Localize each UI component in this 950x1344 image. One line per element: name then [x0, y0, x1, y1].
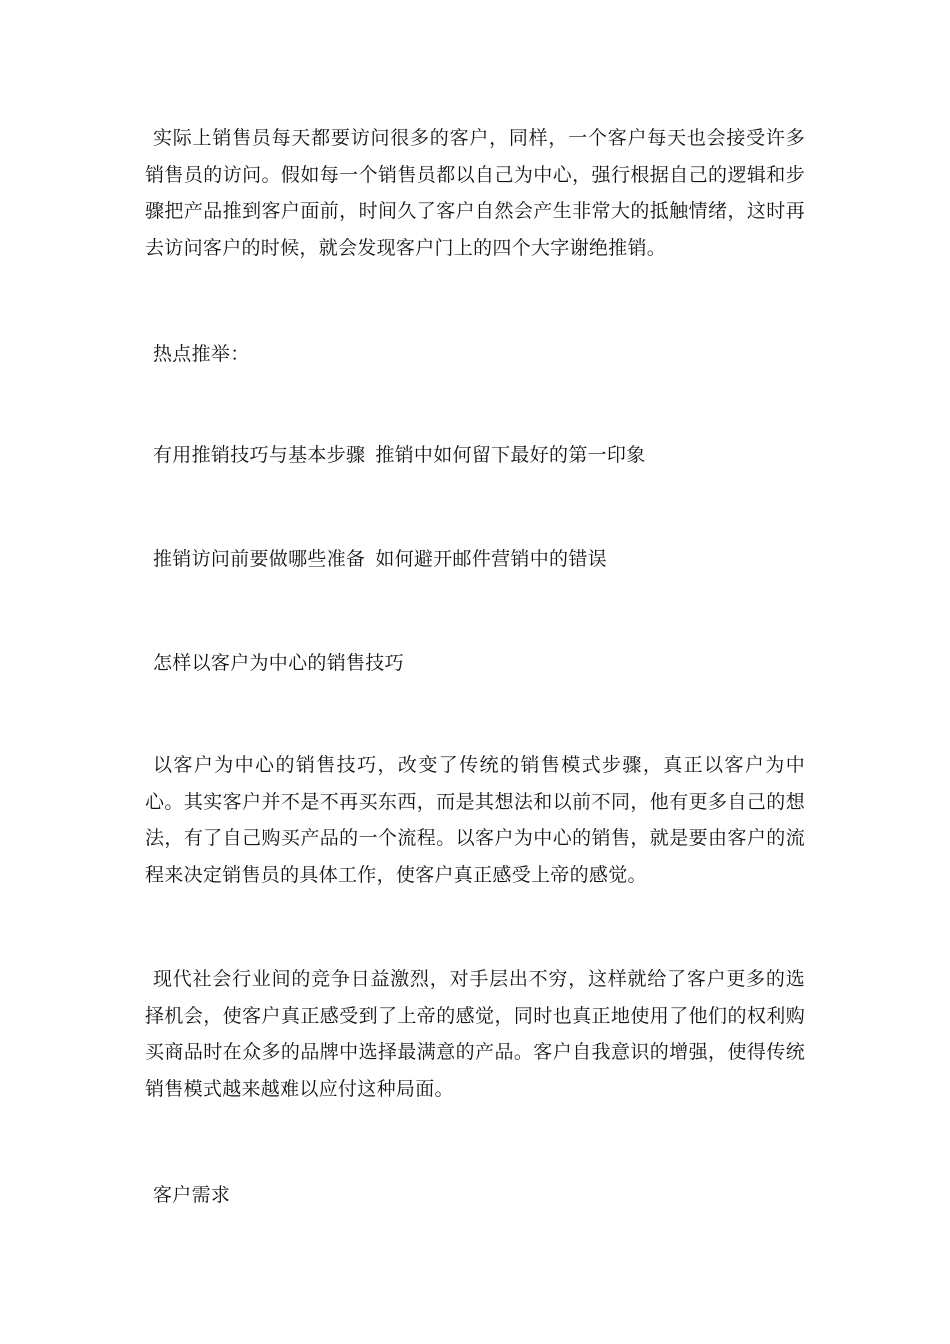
- paragraph-competition: 现代社会行业间的竞争日益激烈，对手层出不穷，这样就给了客户更多的选择机会，使客户真正感受到了上帝的感觉，同时也真正地使用了他们的权利购买商品时在众多的品牌中选择最满意的产品。客户自我意识的增强，使得传统销售模式越来越难以应付这种局面。: [145, 968, 805, 1100]
- paragraph-sales-visits: 实际上销售员每天都要访问很多的客户，同样，一个客户每天也会接受许多销售员的访问。假如每一个销售员都以自己为中心，强行根据自己的逻辑和步骤把产品推到客户面前，时间久了客户自然会产生非常大的抵触情绪，这时再去访问客户的时候，就会发现客户门上的四个大字谢绝推销。: [145, 127, 805, 259]
- subheading-customer-needs: 客户需求: [153, 1184, 231, 1206]
- hot-links-row-1: [153, 441, 646, 469]
- hot-link-email-marketing-errors[interactable]: 如何避开邮件营销中的错误: [375, 548, 607, 570]
- hot-recommend-heading: 热点推举：: [153, 343, 250, 365]
- paragraph-customer-centric: 以客户为中心的销售技巧，改变了传统的销售模式步骤，真正以客户为中心。其实客户并不是不再买东西，而是其想法和以前不同，他有更多自己的想法，有了自己购买产品的一个流程。以客户为中心的销售，就是要由客户的流程来决定销售员的具体工作，使客户真正感受上帝的感觉。: [145, 754, 805, 886]
- hot-link-first-impression[interactable]: 推销中如何留下最好的第一印象: [375, 444, 646, 466]
- hot-link-visit-preparation[interactable]: 推销访问前要做哪些准备: [153, 548, 366, 570]
- section-title: 怎样以客户为中心的销售技巧: [153, 652, 404, 674]
- hot-link-sales-skills[interactable]: 有用推销技巧与基本步骤: [153, 444, 366, 466]
- hot-links-row-2: [153, 545, 607, 573]
